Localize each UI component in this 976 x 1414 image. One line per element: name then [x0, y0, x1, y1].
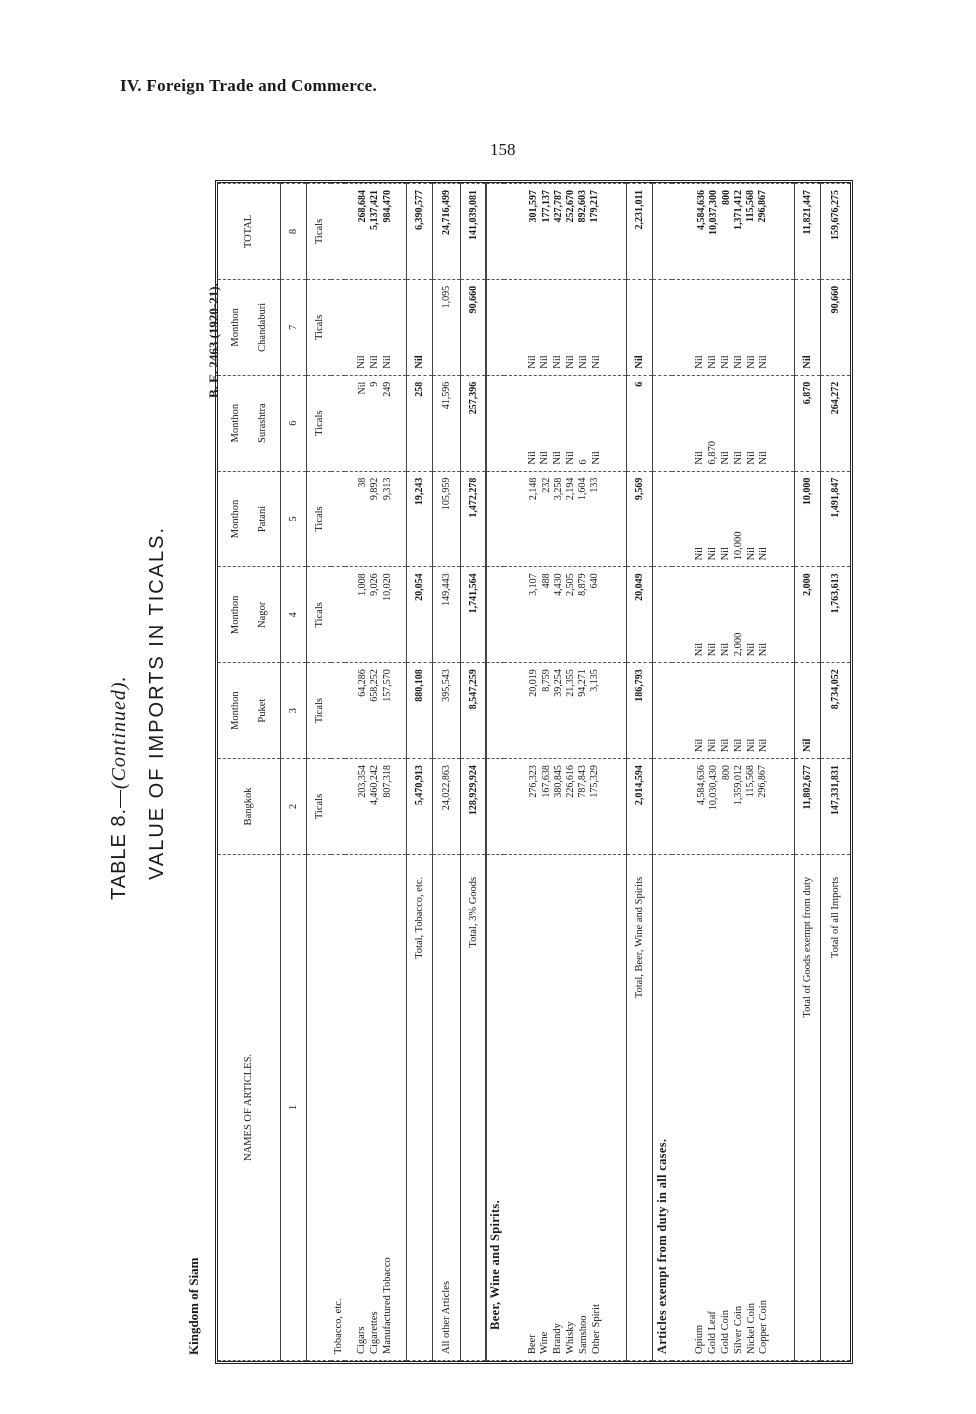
section-heading-beer: Beer, Wine and Spirits.	[486, 854, 504, 1360]
total-cell: 90,660	[460, 279, 486, 375]
tobacco-chandaburi: Nil Nil Nil	[345, 279, 406, 375]
total-cell: 1,741,564	[460, 567, 486, 663]
unit-label: Ticals	[307, 567, 332, 663]
total-cell: 1,472,278	[460, 471, 486, 567]
col-index: 6	[281, 375, 307, 471]
exempt-puket: Nil Nil Nil Nil Nil Nil	[672, 663, 794, 759]
col-index: 1	[281, 854, 307, 1360]
other-cell: 41,596	[432, 375, 460, 471]
col-index: 3	[281, 663, 307, 759]
unit-label: Ticals	[307, 663, 332, 759]
col-surashtra: Monthon Surashtra	[218, 375, 281, 471]
exempt-bangkok: 4,584,636 10,030,430 800 1,359,012 115,568 296,867	[672, 759, 794, 855]
col-chandaburi: Monthon Chandaburi	[218, 279, 281, 375]
tobacco-total: 268,684 5,137,421 984,470	[345, 184, 406, 280]
col-index: 4	[281, 567, 307, 663]
col-index: 5	[281, 471, 307, 567]
table-continued: —(Continued).	[108, 675, 130, 808]
total-cell: 10,000	[794, 471, 820, 567]
grand-total-cell: 1,491,847	[820, 471, 850, 567]
exempt-items: Opium Gold Leaf Gold Coin Silver Coin Nickel Coin Copper Coin	[672, 854, 794, 1360]
total-cell: Nil	[626, 279, 652, 375]
total-cell: 2,000	[794, 567, 820, 663]
beer-surashtra: Nil Nil Nil Nil 6 Nil	[504, 375, 626, 471]
total-cell: 5,470,913	[406, 759, 432, 855]
total-cell: Nil	[794, 279, 820, 375]
total-cell: 6,390,577	[406, 184, 432, 280]
section-heading-exempt: Articles exempt from duty in all cases.	[652, 854, 672, 1360]
grand-total-cell: 90,660	[820, 279, 850, 375]
total-cell: 19,243	[406, 471, 432, 567]
col-index: 2	[281, 759, 307, 855]
tobacco-nagor: 1,008 9,026 10,020	[345, 567, 406, 663]
tobacco-items: Cigars Cigarettes Manufactured Tobacco	[345, 854, 406, 1360]
beer-puket: 20,019 8,759 39,254 21,355 94,271 3,135	[504, 663, 626, 759]
grand-total-label: Total of all Imports	[820, 854, 850, 1360]
other-cell: 24,716,499	[432, 184, 460, 280]
total-cell: 257,396	[460, 375, 486, 471]
exempt-patani: Nil Nil Nil 10,000 Nil Nil	[672, 471, 794, 567]
exempt-nagor: Nil Nil Nil 2,000 Nil Nil	[672, 567, 794, 663]
total-cell: 20,049	[626, 567, 652, 663]
col-patani: Monthon Patani	[218, 471, 281, 567]
other-articles-label: All other Articles	[432, 854, 460, 1360]
other-cell: 395,543	[432, 663, 460, 759]
total-exempt-label: Total of Goods exempt from duty	[794, 854, 820, 1360]
total-cell: Nil	[406, 279, 432, 375]
section-header: IV. Foreign Trade and Commerce.	[120, 76, 378, 95]
total-cell: 186,793	[626, 663, 652, 759]
total-tobacco-label: Total, Tobacco, etc.	[406, 854, 432, 1360]
tobacco-puket: 64,286 658,252 157,570	[345, 663, 406, 759]
exempt-total: 4,584,636 10,037,300 800 1,371,412 115,568 296,867	[672, 184, 794, 280]
col-names: NAMES OF ARTICLES.	[218, 854, 281, 1360]
total-cell: 6,870	[794, 375, 820, 471]
total-cell: Nil	[794, 663, 820, 759]
section-heading-tobacco: Tobacco, etc.	[331, 854, 345, 1360]
grand-total-cell: 147,331,831	[820, 759, 850, 855]
total-cell: 258	[406, 375, 432, 471]
table-title	[108, 675, 131, 900]
grand-total-cell: 264,272	[820, 375, 850, 471]
exempt-surashtra: Nil 6,870 Nil Nil Nil Nil	[672, 375, 794, 471]
other-cell: 24,022,863	[432, 759, 460, 855]
other-cell: 105,959	[432, 471, 460, 567]
beer-chandaburi: Nil Nil Nil Nil Nil Nil	[504, 279, 626, 375]
total-cell: 11,802,677	[794, 759, 820, 855]
tobacco-patani: 38 9,892 9,313	[345, 471, 406, 567]
beer-total: 301,597 177,137 427,787 252,670 892,603 179,217	[504, 184, 626, 280]
col-index: 7	[281, 279, 307, 375]
unit-label: Ticals	[307, 375, 332, 471]
total-cell: 141,039,081	[460, 184, 486, 280]
grand-total-cell: 8,734,052	[820, 663, 850, 759]
unit-label: Ticals	[307, 759, 332, 855]
col-bangkok: Bangkok	[218, 759, 281, 855]
other-cell: 149,443	[432, 567, 460, 663]
col-puket: Monthon Puket	[218, 663, 281, 759]
total-cell: 9,569	[626, 471, 652, 567]
total-cell: 2,014,594	[626, 759, 652, 855]
col-nagor: Monthon Nagor	[218, 567, 281, 663]
period-label: B. E. 2463 (1920-21).	[206, 283, 221, 398]
grand-total-cell: 1,763,613	[820, 567, 850, 663]
total-cell: 11,821,447	[794, 184, 820, 280]
unit-label: Ticals	[307, 279, 332, 375]
total-cell: 2,231,011	[626, 184, 652, 280]
total-cell: 20,054	[406, 567, 432, 663]
tobacco-bangkok: 203,354 4,460,242 807,318	[345, 759, 406, 855]
kingdom-label: Kingdom of Siam	[186, 1257, 201, 1355]
total-3pct-label: Total, 3% Goods	[460, 854, 486, 1360]
table-subtitle: VALUE OF IMPORTS IN TICALS.	[146, 525, 168, 880]
col-total: TOTAL	[218, 184, 281, 280]
total-cell: 128,929,924	[460, 759, 486, 855]
beer-nagor: 3,107 488 4,430 2,505 8,879 640	[504, 567, 626, 663]
exempt-chandaburi: Nil Nil Nil Nil Nil Nil	[672, 279, 794, 375]
col-index: 8	[281, 184, 307, 280]
imports-table	[215, 180, 853, 1364]
beer-patani: 2,148 232 3,258 2,194 1,604 133	[504, 471, 626, 567]
beer-items: Beer Wine Brandy Whisky Samshoo Other Spirit	[504, 854, 626, 1360]
total-cell: 8,547,259	[460, 663, 486, 759]
total-cell: 880,108	[406, 663, 432, 759]
other-cell: 1,095	[432, 279, 460, 375]
beer-bangkok: 276,323 167,638 380,845 226,616 787,843 175,329	[504, 759, 626, 855]
total-cell: 6	[626, 375, 652, 471]
table-number: TABLE 8.	[108, 807, 130, 900]
tobacco-surashtra: Nil 9 249	[345, 375, 406, 471]
total-beer-label: Total, Beer, Wine and Spirits	[626, 854, 652, 1360]
unit-label: Ticals	[307, 471, 332, 567]
grand-total-cell: 159,676,275	[820, 184, 850, 280]
unit-label: Ticals	[307, 184, 332, 280]
page-number: 158	[490, 140, 516, 159]
